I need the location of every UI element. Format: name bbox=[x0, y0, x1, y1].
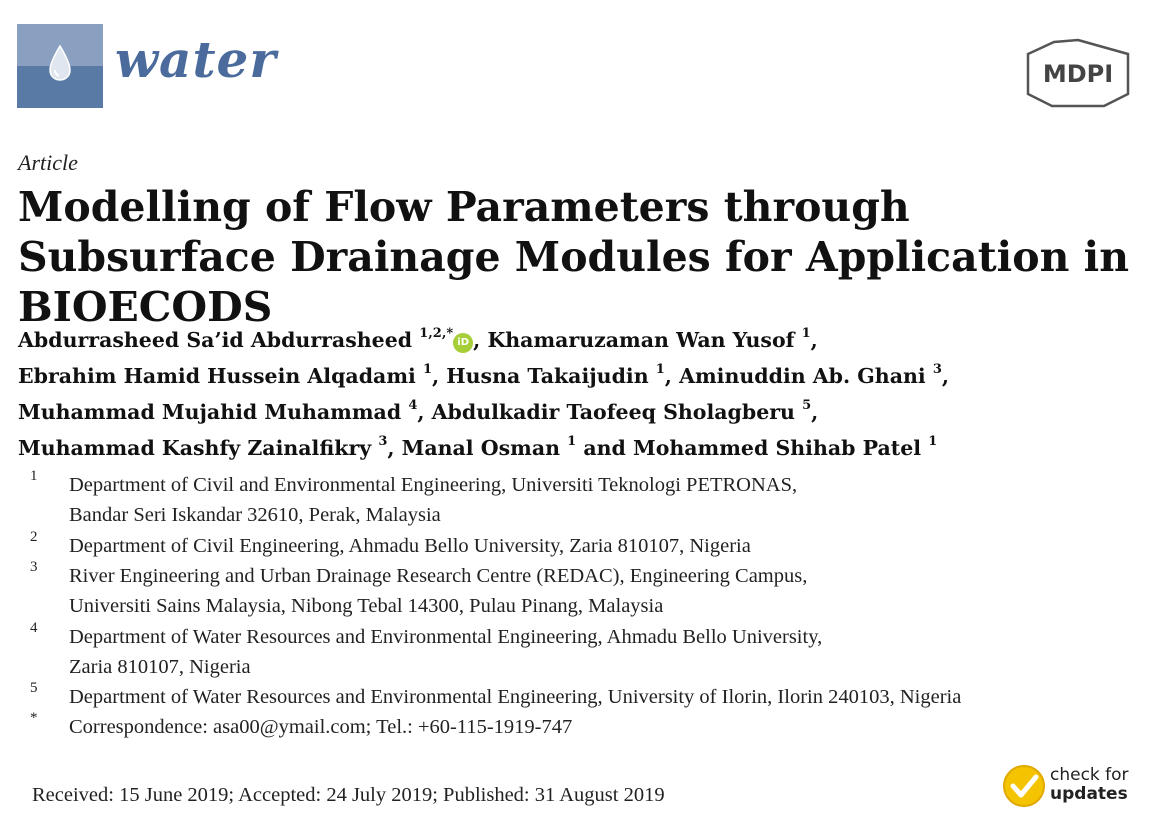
author-affiliation-ref: 1 bbox=[567, 434, 577, 450]
article-type: Article bbox=[18, 150, 78, 175]
affiliation-line: Universiti Sains Malaysia, Nibong Tebal 14300, Pulau Pinang, Malaysia bbox=[69, 594, 664, 617]
affiliation-line: Correspondence: asa00@ymail.com; Tel.: +60-115-1919-747 bbox=[69, 716, 573, 739]
orcid-icon[interactable]: iD bbox=[453, 333, 473, 353]
affiliation-line: Department of Water Resources and Environmental Engineering, Ahmadu Bello University, bbox=[69, 625, 823, 648]
author-separator: , bbox=[431, 364, 447, 388]
paper-title: Modelling of Flow Parameters through Subsurface Drainage Modules for Application in BIOECODS bbox=[18, 183, 1130, 331]
author-name: Muhammad Mujahid Muhammad bbox=[18, 400, 409, 424]
affiliation-line: Bandar Seri Iskandar 32610, Perak, Malaysia bbox=[69, 504, 441, 526]
affiliation-line: Department of Water Resources and Environmental Engineering, University of Ilorin, Ilorin 240103, Nigeria bbox=[69, 686, 962, 709]
author-separator: and bbox=[576, 436, 633, 460]
author-affiliation-ref: 1 bbox=[801, 326, 811, 342]
affiliation-line: Department of Civil and Environmental Engineering, Universiti Teknologi PETRONAS, bbox=[69, 474, 798, 496]
author-name: Husna Takaijudin bbox=[446, 364, 656, 388]
affiliation-line: Department of Civil Engineering, Ahmadu Bello University, Zaria 810107, Nigeria bbox=[69, 534, 751, 557]
author-separator: , bbox=[664, 364, 680, 388]
author-line bbox=[18, 358, 1148, 394]
author-name: Ebrahim Hamid Hussein Alqadami bbox=[18, 364, 423, 388]
check-for-updates-button[interactable] bbox=[1002, 762, 1142, 812]
check-badge-icon bbox=[1002, 764, 1046, 808]
author-affiliation-ref: 3 bbox=[378, 434, 388, 450]
affiliation-text bbox=[69, 622, 1149, 682]
affiliation-line: River Engineering and Urban Drainage Research Centre (REDAC), Engineering Campus, bbox=[69, 564, 808, 587]
author-name: Aminuddin Ab. Ghani bbox=[679, 364, 933, 388]
check-updates-line2: updates bbox=[1050, 784, 1128, 804]
affiliation-number: 2 bbox=[30, 528, 38, 545]
author-name: Manal Osman bbox=[401, 436, 568, 460]
affiliation-number: 3 bbox=[30, 558, 38, 575]
affiliation-number: 1 bbox=[30, 468, 38, 484]
author-line bbox=[18, 430, 1148, 466]
author-separator: , bbox=[810, 328, 818, 352]
check-updates-line1: check for bbox=[1050, 765, 1129, 785]
author-affiliation-ref: 1,2,* bbox=[419, 326, 454, 342]
affiliation-text bbox=[69, 561, 1149, 621]
affiliation-text bbox=[69, 470, 1149, 530]
author-name: Abdurrasheed Sa’id Abdurrasheed bbox=[18, 328, 420, 352]
mdpi-logo bbox=[1024, 38, 1132, 108]
author-separator: , bbox=[473, 328, 488, 352]
author-line bbox=[18, 322, 1148, 358]
author-affiliation-ref: 1 bbox=[928, 434, 938, 450]
affiliation-number: 4 bbox=[30, 619, 38, 636]
author-name: Abdulkadir Taofeeq Sholagberu bbox=[431, 400, 803, 424]
author-name: Mohammed Shihab Patel bbox=[633, 436, 929, 460]
affiliation-line: Zaria 810107, Nigeria bbox=[69, 655, 251, 678]
water-drop-icon bbox=[17, 24, 103, 108]
affiliation-number: * bbox=[30, 710, 38, 727]
author-affiliation-ref: 1 bbox=[655, 362, 665, 378]
affiliation-text bbox=[69, 682, 1149, 712]
author-affiliation-ref: 3 bbox=[932, 362, 942, 378]
author-separator: , bbox=[811, 400, 819, 424]
author-separator: , bbox=[387, 436, 402, 460]
author-name: Muhammad Kashfy Zainalfikry bbox=[18, 436, 379, 460]
author-name: Khamaruzaman Wan Yusof bbox=[487, 328, 802, 352]
author-affiliation-ref: 4 bbox=[408, 398, 418, 414]
author-separator: , bbox=[417, 400, 432, 424]
author-affiliation-ref: 1 bbox=[422, 362, 432, 378]
affiliation-text bbox=[69, 712, 1149, 742]
author-list bbox=[18, 322, 1148, 466]
journal-logo bbox=[17, 24, 103, 108]
journal-name: water bbox=[115, 30, 277, 89]
publication-dates: Received: 15 June 2019; Accepted: 24 July 2019; Published: 31 August 2019 bbox=[32, 784, 665, 806]
author-separator: , bbox=[941, 364, 949, 388]
affiliation-text bbox=[69, 531, 1149, 561]
author-line bbox=[18, 394, 1148, 430]
affiliation-number: 5 bbox=[30, 680, 38, 697]
svg-text:MDPI: MDPI bbox=[1042, 60, 1114, 88]
author-affiliation-ref: 5 bbox=[802, 398, 812, 414]
